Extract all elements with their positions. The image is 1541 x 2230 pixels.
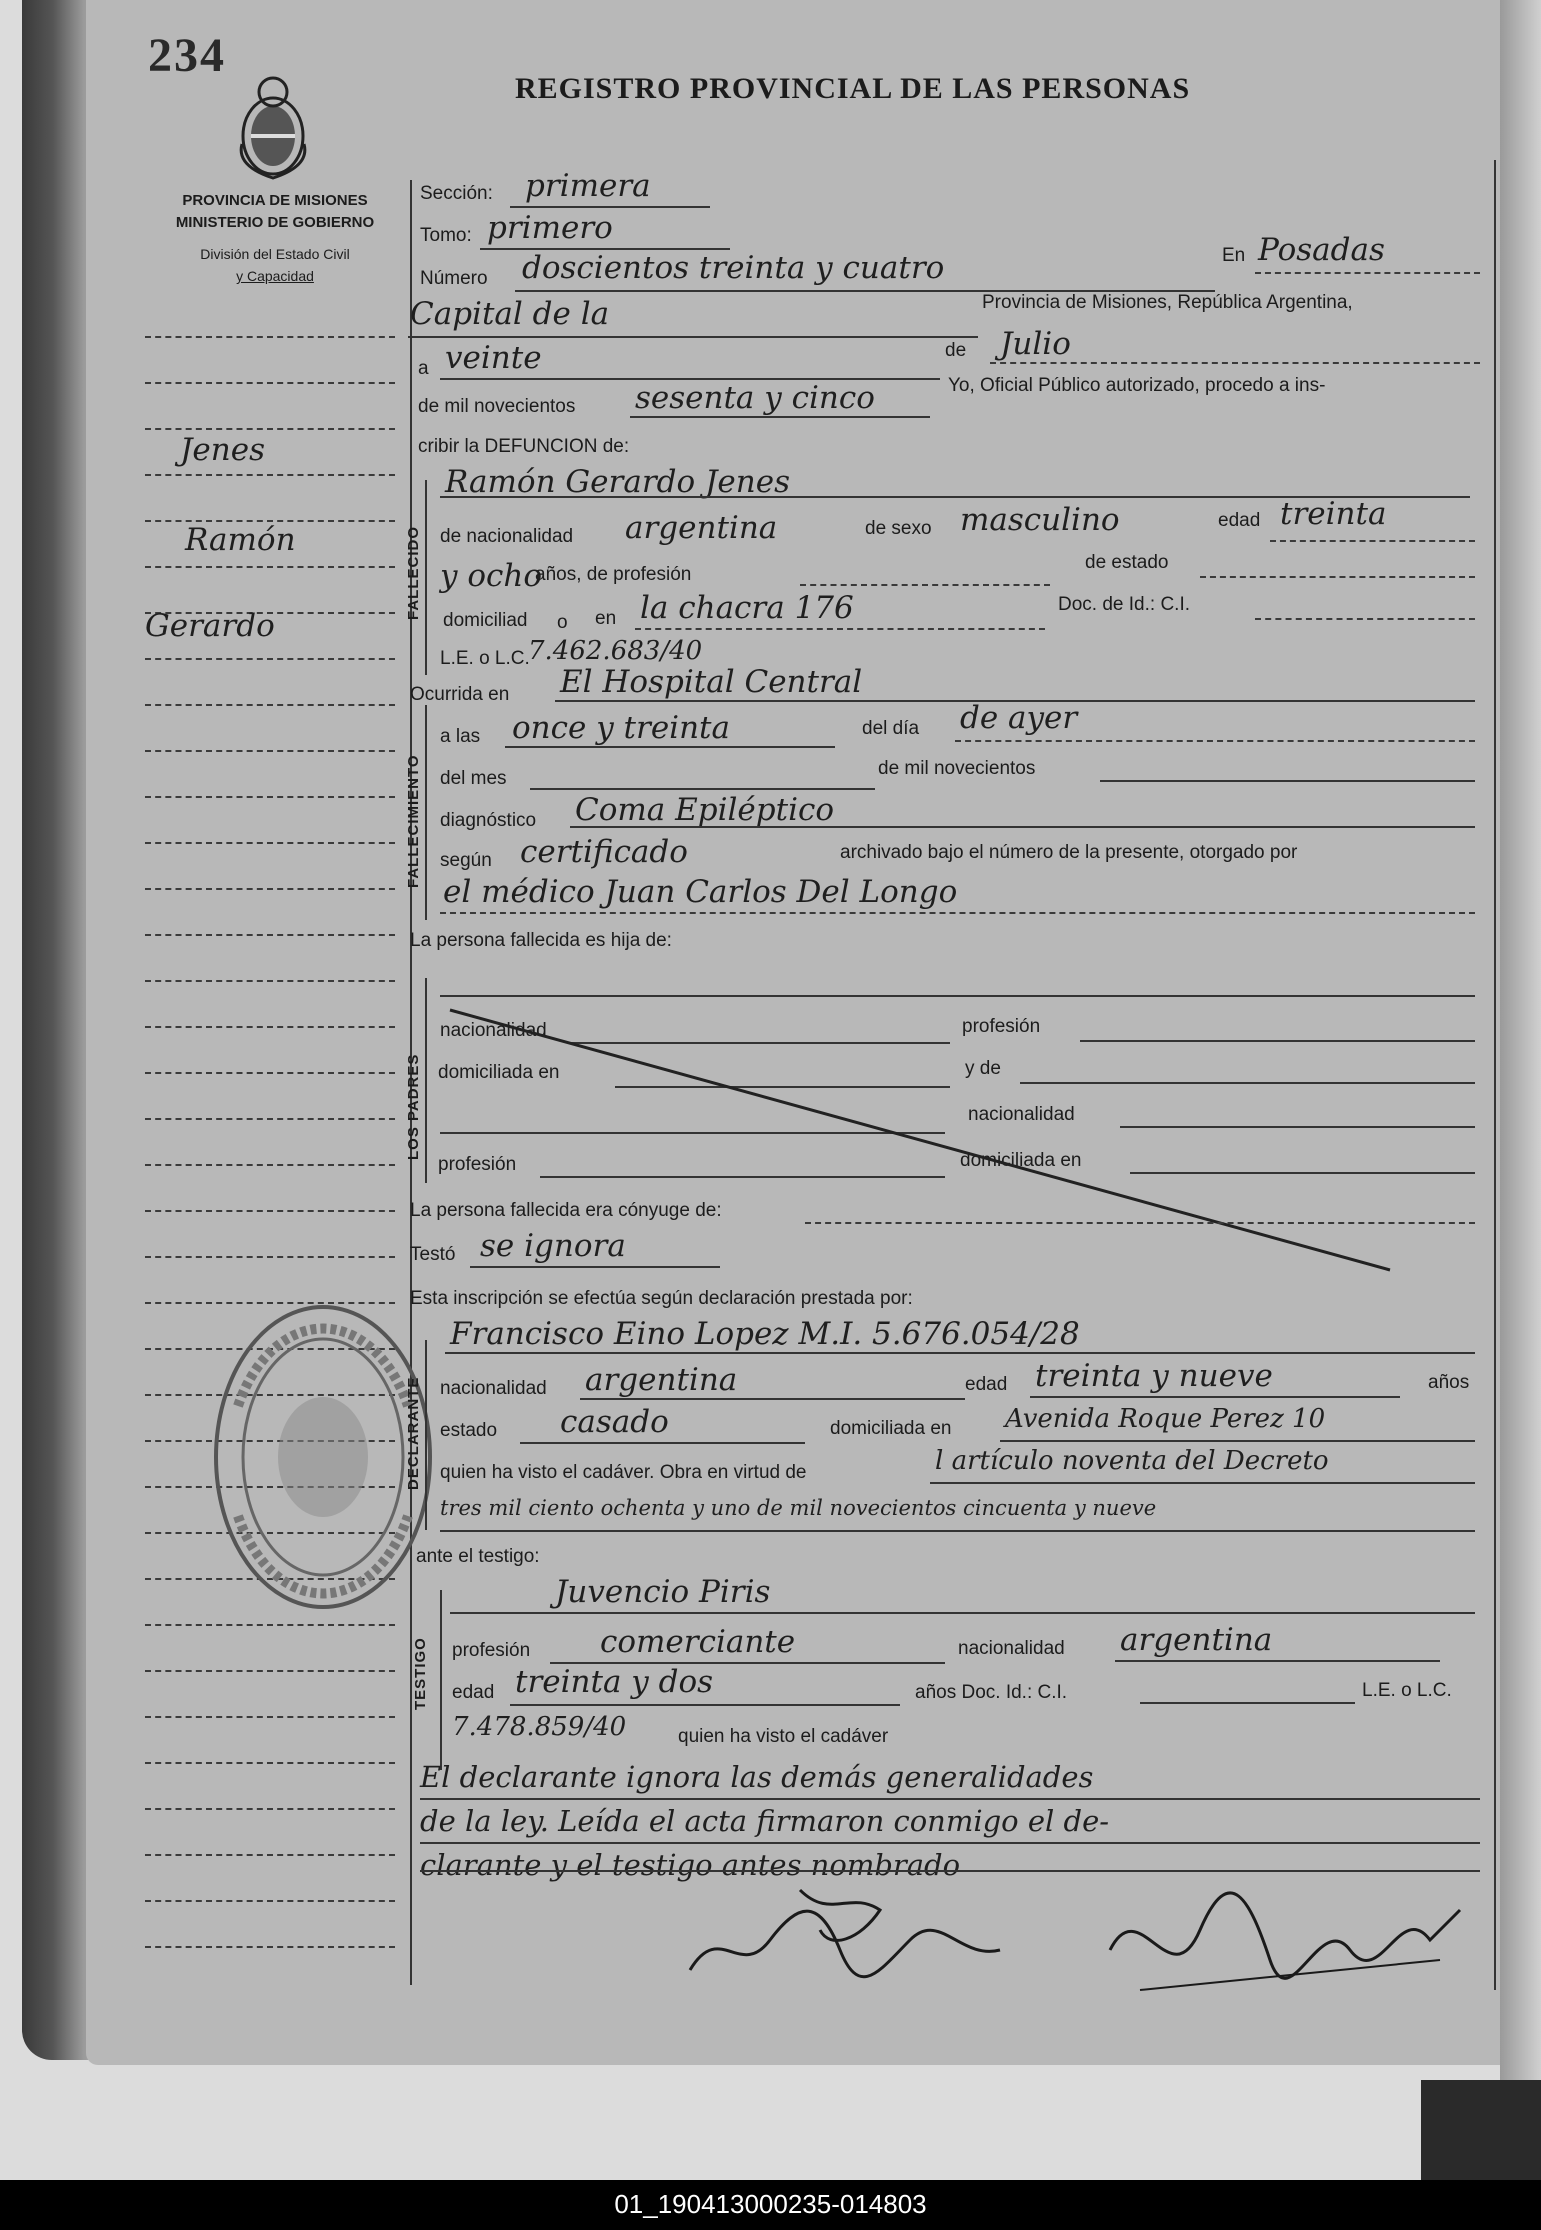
padres-domiciliada-label: domiciliada en xyxy=(438,1062,560,1083)
fallecido-sexo-value: masculino xyxy=(960,502,1120,538)
numero-value: doscientos treinta y cuatro xyxy=(522,250,945,286)
margin-rule xyxy=(145,842,395,844)
page-edge-shadow xyxy=(1500,0,1541,2100)
tomo-label: Tomo: xyxy=(420,225,472,246)
margin-rule xyxy=(145,1118,395,1120)
testigo-edad-value: treinta y dos xyxy=(515,1664,714,1700)
closing-line-1: El declarante ignora las demás generalidades xyxy=(420,1760,1094,1794)
fallecido-section-label: FALLECIDO xyxy=(405,526,422,620)
margin-rule xyxy=(145,1164,395,1166)
scan-corner xyxy=(1421,2080,1541,2180)
fallecimiento-mil-label: de mil novecientos xyxy=(878,758,1036,779)
cribir-text: cribir la DEFUNCION de: xyxy=(418,436,630,457)
closing-line-2: de la ley. Leída el acta firmaron conmigo el de- xyxy=(420,1804,1110,1838)
fallecido-domiciliado-label: domiciliad xyxy=(443,610,528,631)
testigo-le-value: 7.478.859/40 xyxy=(452,1712,627,1742)
coat-of-arms-icon xyxy=(232,74,314,184)
fallecido-le-label: L.E. o L.C. xyxy=(440,648,530,669)
a-label: a xyxy=(418,358,429,379)
testigo-intro: ante el testigo: xyxy=(416,1546,540,1567)
mil-label: de mil novecientos xyxy=(418,396,576,417)
margin-ministry: MINISTERIO DE GOBIERNO xyxy=(175,214,375,231)
fallecido-nombre: Ramón Gerardo Jenes xyxy=(445,464,790,500)
margin-rule xyxy=(145,1900,395,1902)
declarante-domicilio-value: Avenida Roque Perez 10 xyxy=(1005,1404,1326,1434)
margin-rule xyxy=(145,796,395,798)
fallecimiento-section-label: FALLECIMIENTO xyxy=(405,754,422,888)
margin-division: División del Estado Civil xyxy=(200,246,350,262)
declarante-edad-value: treinta y nueve xyxy=(1035,1358,1273,1394)
margin-rule xyxy=(145,1716,395,1718)
declarante-section-label: DECLARANTE xyxy=(405,1376,422,1490)
margin-rule xyxy=(145,336,395,338)
official-stamp-icon xyxy=(208,1296,438,1618)
margin-rule xyxy=(145,980,395,982)
margin-surname: Jenes xyxy=(180,432,265,468)
witness-signature-icon xyxy=(680,1880,1010,1990)
ocurrida-value: El Hospital Central xyxy=(560,664,863,700)
fallecido-nacionalidad-label: de nacionalidad xyxy=(440,526,574,547)
margin-rule xyxy=(145,1854,395,1856)
diagnostico-value: Coma Epiléptico xyxy=(575,792,835,828)
capital-value: Capital de la xyxy=(410,296,610,332)
margin-rule xyxy=(145,1808,395,1810)
margin-second-name: Gerardo xyxy=(145,608,275,644)
margin-rule xyxy=(145,1210,395,1212)
provincia-text: Provincia de Misiones, República Argentina, xyxy=(982,292,1353,313)
padres-section-label: LOS PADRES xyxy=(405,1053,422,1160)
a-value: veinte xyxy=(445,340,542,376)
testo-value: se ignora xyxy=(480,1228,626,1264)
seccion-label: Sección: xyxy=(420,183,493,204)
margin-rule xyxy=(145,474,395,476)
declarante-nombre: Francisco Eino Lopez M.I. 5.676.054/28 xyxy=(450,1316,1080,1352)
testigo-anos-doc-label: años Doc. Id.: C.I. xyxy=(915,1682,1068,1703)
declarante-anos-label: años xyxy=(1428,1372,1470,1393)
fallecido-estado-label: de estado xyxy=(1085,552,1169,573)
testigo-section-label: TESTIGO xyxy=(412,1637,429,1710)
fallecido-doc-label: Doc. de Id.: C.I. xyxy=(1058,594,1190,615)
en-label: En xyxy=(1222,245,1246,266)
declarante-nacionalidad-label: nacionalidad xyxy=(440,1378,547,1399)
declarante-edad-label: edad xyxy=(965,1374,1008,1395)
del-dia-label: del día xyxy=(862,718,920,739)
testigo-nacionalidad-label: nacionalidad xyxy=(958,1638,1065,1659)
fallecido-profesion-label: años, de profesión xyxy=(535,564,692,585)
margin-rule xyxy=(145,1072,395,1074)
declarante-nacionalidad-value: argentina xyxy=(585,1362,738,1398)
margin-rule xyxy=(145,1256,395,1258)
margin-rule xyxy=(145,888,395,890)
padres-domiciliada2-label: domiciliada en xyxy=(960,1150,1082,1171)
diagnostico-label: diagnóstico xyxy=(440,810,537,831)
margin-rule xyxy=(145,658,395,660)
testigo-nacionalidad-value: argentina xyxy=(1120,1622,1273,1658)
testo-label: Testó xyxy=(410,1244,456,1265)
padres-intro: La persona fallecida es hija de: xyxy=(410,930,672,951)
declarante-virtud-value2: tres mil ciento ochenta y uno de mil novecientos cincuenta y nueve xyxy=(440,1496,1157,1520)
archivado-text: archivado bajo el número de la presente, otorgado por xyxy=(840,842,1298,863)
testigo-le-label: L.E. o L.C. xyxy=(1362,1680,1452,1701)
margin-rule xyxy=(145,1762,395,1764)
a-las-label: a las xyxy=(440,726,481,747)
fallecido-nacionalidad-value: argentina xyxy=(625,510,778,546)
oficial-text: Yo, Oficial Público autorizado, procedo a ins- xyxy=(948,375,1326,396)
del-mes-label: del mes xyxy=(440,768,507,789)
testigo-profesion-value: comerciante xyxy=(600,1624,796,1660)
right-border xyxy=(1494,160,1496,1990)
tomo-value: primero xyxy=(487,210,613,246)
fallecido-en-label: en xyxy=(595,608,617,629)
margin-rule xyxy=(145,566,395,568)
testigo-nombre: Juvencio Piris xyxy=(555,1574,771,1610)
declarante-virtud-value: l artículo noventa del Decreto xyxy=(935,1446,1329,1476)
ocurrida-label: Ocurrida en xyxy=(410,684,510,705)
de-label: de xyxy=(945,340,967,361)
fallecido-domiciliado-suffix: o xyxy=(557,612,568,633)
closing-line-3: clarante y el testigo antes nombrado xyxy=(420,1848,961,1882)
declarante-domiciliada-label: domiciliada en xyxy=(830,1418,952,1439)
margin-rule xyxy=(145,382,395,384)
margin-rule xyxy=(145,934,395,936)
fallecido-edad-value: treinta xyxy=(1280,496,1387,532)
testigo-profesion-label: profesión xyxy=(452,1640,531,1661)
footer-id: 01_190413000235-014803 xyxy=(614,2189,927,2219)
seccion-value: primera xyxy=(525,168,651,204)
margin-rule xyxy=(145,1624,395,1626)
conyuge-label: La persona fallecida era cónyuge de: xyxy=(410,1200,722,1221)
segun-value: certificado xyxy=(520,834,688,870)
numero-label: Número xyxy=(420,268,488,289)
margin-rule xyxy=(145,1026,395,1028)
fallecido-edad-label: edad xyxy=(1218,510,1261,531)
margin-province: PROVINCIA DE MISIONES xyxy=(182,192,368,209)
margin-capacity: y Capacidad xyxy=(236,268,314,284)
padres-profesion2-label: profesión xyxy=(438,1154,517,1175)
segun-label: según xyxy=(440,850,492,871)
declarante-estado-label: estado xyxy=(440,1420,498,1441)
fallecido-le-value: 7.462.683/40 xyxy=(528,636,703,666)
a-las-value: once y treinta xyxy=(512,710,730,746)
del-dia-value: de ayer xyxy=(960,700,1078,736)
declaracion-intro: Esta inscripción se efectúa según declaración prestada por: xyxy=(410,1288,913,1309)
medico-value: el médico Juan Carlos Del Longo xyxy=(443,874,958,910)
padres-y-de-label: y de xyxy=(965,1058,1001,1079)
declarante-estado-value: casado xyxy=(560,1404,669,1440)
margin-rule xyxy=(145,704,395,706)
mil-value: sesenta y cinco xyxy=(635,380,875,416)
page-number: 234 xyxy=(148,29,226,82)
officer-signature-icon xyxy=(1100,1870,1480,2020)
fallecido-edad-value2: y ocho xyxy=(440,558,543,594)
page-title: REGISTRO PROVINCIAL DE LAS PERSONAS xyxy=(515,72,1191,105)
margin-rule xyxy=(145,1946,395,1948)
padres-nacionalidad-label: nacionalidad xyxy=(440,1020,547,1041)
fallecido-sexo-label: de sexo xyxy=(865,518,932,539)
padres-nacionalidad2-label: nacionalidad xyxy=(968,1104,1075,1125)
de-value: Julio xyxy=(1000,326,1071,362)
en-value: Posadas xyxy=(1258,232,1385,268)
padres-profesion-label: profesión xyxy=(962,1016,1041,1037)
margin-rule xyxy=(145,750,395,752)
testigo-edad-label: edad xyxy=(452,1682,495,1703)
testigo-quien-text: quien ha visto el cadáver xyxy=(678,1726,889,1747)
fallecido-domicilio-value: la chacra 176 xyxy=(640,590,854,626)
declarante-quien-text: quien ha visto el cadáver. Obra en virtud de xyxy=(440,1462,807,1483)
margin-rule xyxy=(145,428,395,430)
margin-rule xyxy=(145,1670,395,1672)
margin-first-name: Ramón xyxy=(185,522,296,558)
